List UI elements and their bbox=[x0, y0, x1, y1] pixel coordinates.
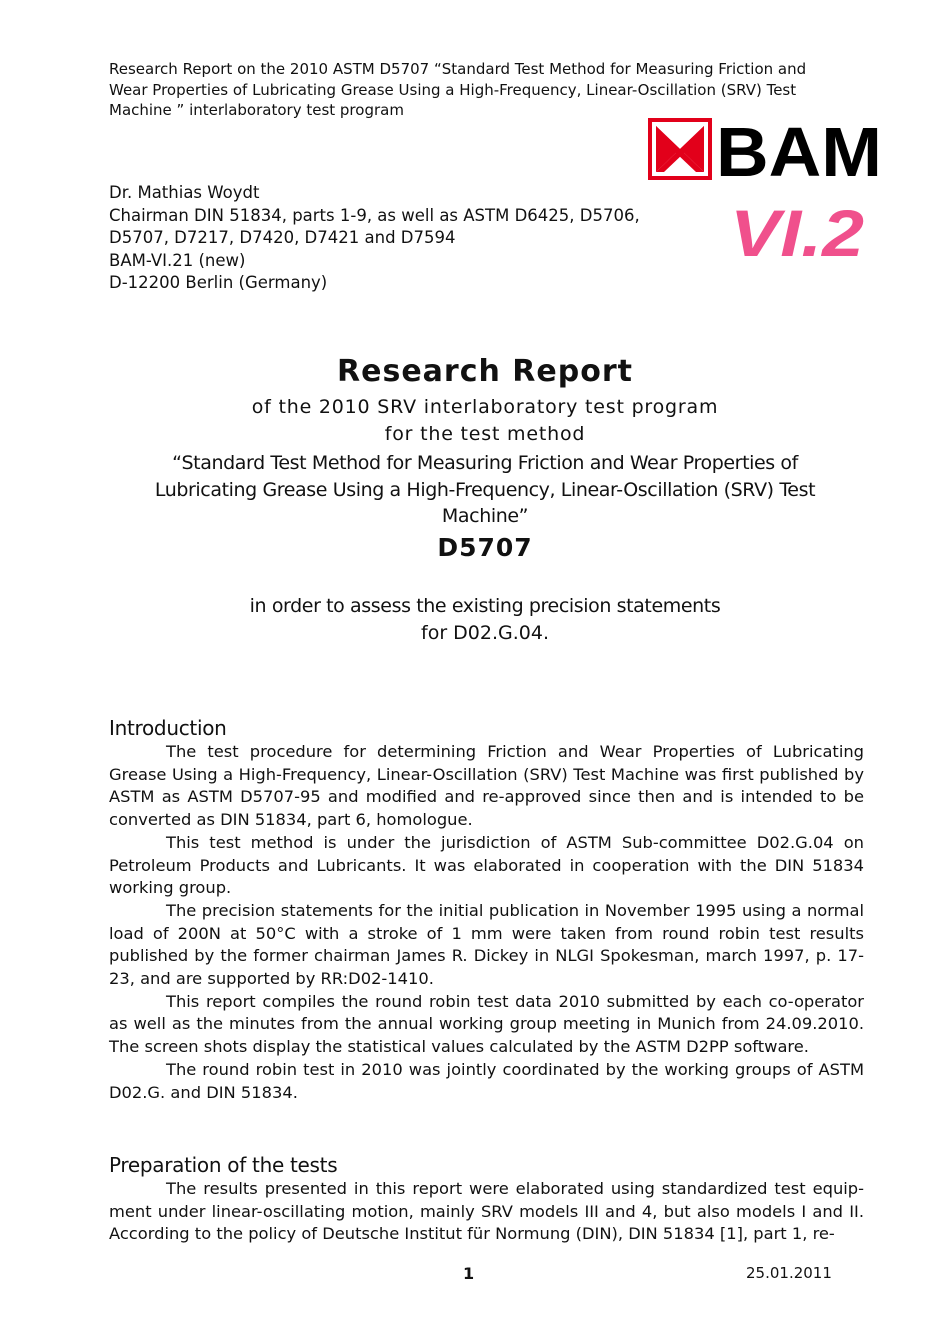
standard-title-line: “Standard Test Method for Measuring Friction and Wear Properties of bbox=[172, 452, 798, 474]
paragraph: This test method is under the jurisdiction of ASTM Sub-committee D02.G.04 on Petroleum Products and Lubricants. It was elaborated in cooperation with the DIN 51834 working group. bbox=[109, 832, 864, 898]
standard-code: D5707 bbox=[437, 533, 533, 562]
paragraph: The round robin test in 2010 was jointly coordinated by the working groups of ASTM D02.G. and DIN 51834. bbox=[109, 1059, 864, 1102]
author-role-cont: D5707, D7217, D7420, D7421 and D7594 bbox=[109, 228, 456, 248]
purpose-committee: for D02.G.04. bbox=[421, 622, 549, 644]
introduction-heading: Introduction bbox=[109, 716, 227, 740]
author-block bbox=[109, 182, 669, 295]
page-number: 1 bbox=[463, 1264, 475, 1283]
paragraph: The test procedure for determining Friction and Wear Properties of Lubricating Grease Using a High-Frequency, Linear-Oscillation (SRV) Test Machine was first published by ASTM as ASTM D5707-95 and modified and re-approved since then and is intended to be converted as DIN 51834, part 6, homologue. bbox=[109, 742, 864, 830]
preparation-body bbox=[109, 1178, 864, 1246]
paragraph: The precision statements for the initial publication in November 1995 using a normal load of 200N at 50°C with a stroke of 1 mm were taken from round robin test results published by the former chairman James R. Dickey in NLGI Spokesman, march 1997, p. 17-23, and are supported by RR:D02-1410. bbox=[109, 900, 864, 989]
report-title: Research Report bbox=[337, 354, 633, 389]
author-name: Dr. Mathias Woydt bbox=[109, 183, 260, 202]
division-label: VI.2 bbox=[730, 196, 865, 268]
preparation-heading: Preparation of the tests bbox=[109, 1153, 338, 1177]
author-role: Chairman DIN 51834, parts 1-9, as well as ASTM D6425, D5706, bbox=[109, 205, 640, 225]
standard-title-line: Lubricating Grease Using a High-Frequency, Linear-Oscillation (SRV) Test bbox=[154, 478, 816, 501]
standard-title-line: Machine” bbox=[441, 505, 529, 527]
report-subtitle: of the 2010 SRV interlaboratory test program bbox=[251, 396, 719, 418]
author-department: BAM-VI.21 (new) bbox=[109, 250, 246, 270]
bam-wordmark: BAM bbox=[716, 118, 882, 191]
paragraph: This report compiles the round robin test data 2010 submitted by each co-operator as well as the minutes from the annual working group meeting in Munich from 24.09.2010. The screen shots display the statistical values calculated by the ASTM D2PP software. bbox=[109, 991, 864, 1057]
author-address: D-12200 Berlin (Germany) bbox=[109, 273, 328, 293]
standard-title bbox=[100, 450, 870, 530]
paragraph: The results presented in this report were elaborated using standardized test equip-ment under linear-oscillating motion, mainly SRV models III and 4, but also models I and II. According to the policy of Deutsche Institut für Normung (DIN), DIN 51834 [1], part 1, re- bbox=[109, 1179, 864, 1244]
bam-emblem-icon bbox=[650, 120, 710, 178]
bam-logo bbox=[648, 118, 888, 268]
report-subtitle-2: for the test method bbox=[384, 423, 586, 445]
purpose-line: in order to assess the existing precision statements bbox=[249, 595, 721, 617]
footer-date: 25.01.2011 bbox=[746, 1264, 832, 1282]
introduction-body bbox=[109, 741, 864, 1104]
running-header: Research Report on the 2010 ASTM D5707 “Standard Test Method for Measuring Friction and Wear Properties of Lubricating Grease Using a High-Frequency, Linear-Oscillation (SRV) Test Machine ” interlaboratory test program bbox=[109, 60, 807, 119]
